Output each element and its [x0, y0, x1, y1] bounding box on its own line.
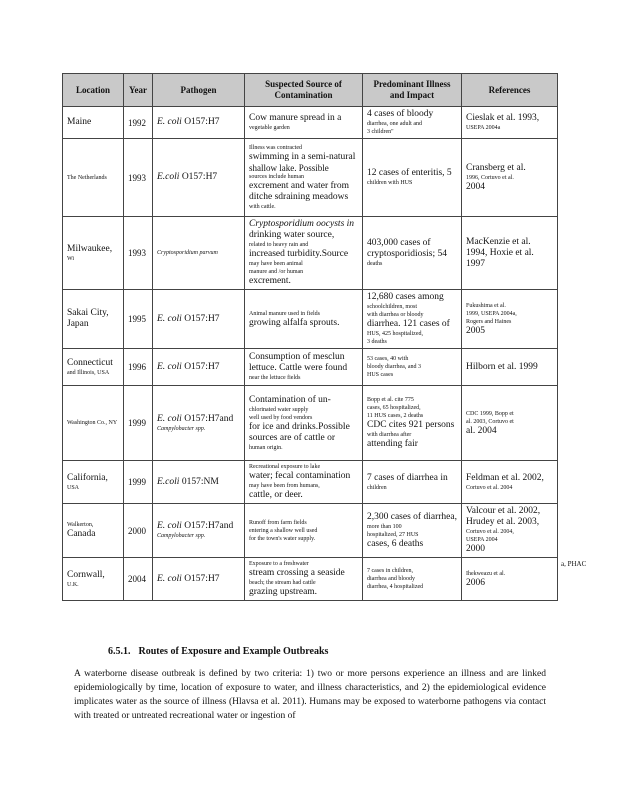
source-line: sources are of cattle or: [249, 432, 335, 443]
source-line: grazing upstream.: [249, 587, 318, 597]
table-row: [63, 107, 558, 139]
reference-line: al. 2004: [466, 425, 497, 436]
pathogen-genus: E. coli: [157, 521, 182, 531]
illness-line: cases, 6 deaths: [367, 538, 424, 549]
cell-references: [462, 217, 558, 290]
source-line: for the town's water supply.: [249, 535, 316, 542]
illness-line: cryptosporidiosis; 54: [367, 249, 447, 259]
reference-line: 2000: [466, 544, 485, 554]
pathogen-line: [157, 414, 240, 425]
reference-line: Fukushima et al.: [466, 302, 506, 309]
reference-line: 1994, Hoxie et al.: [466, 247, 534, 258]
cell-references: [462, 139, 558, 217]
illness-line: hospitalized, 27 HUS: [367, 531, 419, 538]
table-row: [63, 349, 558, 386]
section-heading: [108, 646, 328, 657]
illness-line: diarrhea. 121 cases of: [367, 319, 450, 329]
source-line: Cow manure spread in a: [249, 113, 342, 123]
cell-year: 2004: [124, 558, 153, 601]
location-detail: USA: [67, 484, 80, 491]
pathogen-strain: O157:H7: [181, 573, 220, 584]
source-line: excrement and water from: [249, 181, 349, 191]
location-name: Sakai City,: [67, 308, 109, 318]
source-line: entering a shallow well used: [249, 527, 318, 534]
pathogen-strain: O157:H7and: [181, 521, 234, 531]
source-line: manure and /or human: [249, 269, 304, 275]
reference-line: MacKenzie et al.: [466, 236, 531, 247]
reference-line: 1996, Cortuvo et al.: [466, 174, 514, 181]
cell-references: [462, 349, 558, 386]
source-line: vegetable garden: [249, 125, 290, 131]
location-detail: Washington Co., NY: [67, 420, 118, 426]
cell-pathogen: [153, 461, 245, 504]
pathogen-strain: 0157:NM: [179, 476, 219, 487]
source-line: may have been animal: [249, 261, 303, 267]
pathogen-species: spp.: [194, 425, 206, 432]
cell-location: [63, 504, 124, 558]
pathogen-strain: O157:H7: [181, 361, 220, 372]
cell-illness: [363, 558, 462, 601]
cell-location: [63, 217, 124, 290]
table-body: [63, 107, 558, 601]
header-year: Year: [124, 74, 153, 107]
cell-illness: [363, 107, 462, 139]
cell-references: [462, 461, 558, 504]
cell-location: [63, 290, 124, 349]
source-line: well used by food vendors: [249, 414, 313, 421]
source-line: Consumption of mesclun: [249, 352, 345, 362]
pathogen-genus: E.coli: [157, 476, 180, 487]
source-line: Runoff from farm fields: [249, 519, 307, 526]
pathogen-line: [157, 117, 240, 128]
cell-illness: [363, 386, 462, 461]
illness-line: HUS cases: [367, 372, 394, 378]
table-row: [63, 461, 558, 504]
illness-line: children: [367, 484, 387, 491]
table-row: [63, 217, 558, 290]
illness-line: with diarrhea after: [367, 432, 412, 438]
location-detail: Walkerton,: [67, 522, 94, 528]
source-line: beach; the stream had cattle: [249, 580, 316, 586]
source-line: Illness was contracted: [249, 145, 302, 151]
pathogen-line: [157, 574, 240, 585]
header-illness: Predominant Illness and Impact: [363, 74, 462, 107]
location-detail: The Netherlands: [67, 174, 107, 181]
cell-location: [63, 139, 124, 217]
source-line: with cattle.: [249, 204, 276, 210]
cell-source: [245, 290, 363, 349]
pathogen-line: [157, 249, 240, 257]
cell-illness: [363, 504, 462, 558]
source-line: sources include human: [249, 174, 304, 180]
illness-line: schoolchildren, most: [367, 304, 417, 310]
cell-year: 1992: [124, 107, 153, 139]
cell-references: [462, 107, 558, 139]
source-line: growing alfalfa sprouts.: [249, 317, 340, 328]
section-title: Routes of Exposure and Example Outbreaks: [138, 646, 329, 657]
pathogen-genus: E. coli: [157, 313, 182, 324]
cell-year: 1996: [124, 349, 153, 386]
pathogen-strain: O157:H7: [181, 117, 220, 127]
source-line: Recreational exposure to lake: [249, 464, 321, 470]
location-detail: and Illinois, USA: [67, 369, 110, 376]
reference-line: USEPA 2004: [466, 537, 498, 543]
reference-line: Cieslak et al. 1993,: [466, 113, 540, 123]
cell-source: [245, 504, 363, 558]
pathogen-genus: Campylobacter: [157, 425, 194, 432]
illness-line: 3 children": [367, 129, 394, 135]
reference-line: Rogers and Haines: [466, 318, 512, 325]
cell-references: [462, 504, 558, 558]
illness-line: 11 HUS cases, 2 deaths: [367, 413, 424, 419]
source-line: stream crossing a seaside: [249, 568, 345, 578]
reference-line: 2006: [466, 577, 485, 588]
source-line: lettuce. Cattle were found: [249, 363, 348, 373]
source-line: Cryptosporidium oocysts in: [249, 219, 355, 229]
location-country: Japan: [67, 319, 89, 329]
pathogen-genus: E. coli: [157, 413, 182, 424]
illness-line: cases, 65 hospitalized,: [367, 405, 421, 411]
illness-line: children with HUS: [367, 180, 413, 186]
pathogen-line: [157, 521, 240, 532]
cell-pathogen: [153, 558, 245, 601]
pathogen-species: spp.: [194, 533, 206, 539]
cell-pathogen: [153, 290, 245, 349]
cell-pathogen: [153, 504, 245, 558]
cell-location: [63, 107, 124, 139]
reference-line: 1997: [466, 258, 485, 269]
cell-year: 1995: [124, 290, 153, 349]
reference-line: Valcour et al. 2002,: [466, 506, 541, 516]
illness-line: 12 cases of enteritis, 5: [367, 168, 452, 178]
reference-line: 2004: [466, 181, 485, 192]
reference-line: 1999, USEPA 2004a,: [466, 310, 517, 317]
cell-location: [63, 349, 124, 386]
source-line: cattle, or deer.: [249, 490, 303, 500]
pathogen-genus: E.coli: [157, 172, 180, 182]
source-line: swimming in a semi-natural: [249, 152, 356, 162]
pathogen-line: [157, 425, 240, 433]
cell-source: [245, 349, 363, 386]
pathogen-strain: O157:H7and: [181, 413, 234, 424]
cell-illness: [363, 139, 462, 217]
cell-source: [245, 461, 363, 504]
cell-references: [462, 558, 558, 601]
illness-line: Bopp et al. cite 775: [367, 397, 414, 403]
pathogen-genus: E. coli: [157, 573, 182, 584]
cell-illness: [363, 290, 462, 349]
table-header-row: [63, 74, 558, 107]
source-line: water; fecal contamination: [249, 471, 351, 481]
location-name: Maine: [67, 117, 92, 127]
illness-line: attending fair: [367, 439, 418, 449]
cell-illness: [363, 461, 462, 504]
header-references: References: [462, 74, 558, 107]
pathogen-strain: O157:H7: [179, 172, 218, 182]
source-line: near the lettuce fields: [249, 375, 301, 381]
pathogen-line: [157, 477, 240, 488]
table-row: [63, 139, 558, 217]
pathogen-genus: Cryptosporidium parvum: [157, 250, 218, 256]
reference-line: Cransberg et al.: [466, 162, 526, 173]
pathogen-strain: O157:H7: [181, 313, 220, 324]
reference-line: Feldman et al. 2002,: [466, 472, 544, 483]
illness-line: diarrhea, 4 hospitalized: [367, 584, 424, 590]
illness-line: 53 cases, 40 with: [367, 356, 409, 362]
cell-references: [462, 290, 558, 349]
cell-pathogen: [153, 386, 245, 461]
pathogen-line: [157, 314, 240, 325]
source-line: drinking water source,: [249, 230, 335, 240]
margin-note: a, PHAC: [561, 560, 587, 568]
cell-pathogen: [153, 349, 245, 386]
illness-line: HUS, 425 hospitalized,: [367, 331, 423, 337]
pathogen-line: [157, 362, 240, 373]
illness-line: 403,000 cases of: [367, 238, 431, 248]
illness-line: 7 cases of diarrhea in: [367, 472, 448, 483]
illness-line: diarrhea and bloody: [367, 576, 415, 582]
location-name: California,: [67, 472, 108, 483]
cell-pathogen: [153, 139, 245, 217]
illness-line: 7 cases in children,: [367, 568, 413, 574]
source-line: ditche sdraining meadows: [249, 192, 349, 202]
outbreak-table: [62, 73, 558, 601]
illness-line: bloody diarrhea, and 3: [367, 364, 421, 370]
cell-year: 1999: [124, 386, 153, 461]
cell-pathogen: [153, 107, 245, 139]
reference-line: CDC 1999, Bopp et: [466, 410, 514, 417]
cell-pathogen: [153, 217, 245, 290]
source-line: chlorinated water supply: [249, 406, 309, 413]
reference-line: Cortuvo et al. 2004,: [466, 529, 514, 535]
table-row: [63, 290, 558, 349]
illness-line: 4 cases of bloody: [367, 109, 434, 119]
pathogen-line: [157, 172, 240, 183]
source-line: for ice and drinks.Possible: [249, 421, 350, 432]
reference-line: Hilborn et al. 1999: [466, 361, 538, 372]
illness-line: deaths: [367, 261, 383, 267]
location-detail: Wi: [67, 255, 75, 262]
reference-line: Hrudey et al. 2003,: [466, 517, 540, 527]
illness-line: CDC cites 921 persons: [367, 420, 455, 430]
header-location: Location: [63, 74, 124, 107]
reference-line: USEPA 2004a: [466, 125, 501, 131]
cell-year: 1999: [124, 461, 153, 504]
table-row: [63, 504, 558, 558]
cell-source: [245, 386, 363, 461]
illness-line: with diarrhea or bloody: [367, 312, 424, 318]
illness-line: 3 deaths: [367, 339, 387, 345]
source-line: excrement.: [249, 276, 291, 286]
reference-line: 2005: [466, 325, 485, 336]
illness-line: 12,680 cases among: [367, 292, 444, 302]
table-row: [63, 558, 558, 601]
illness-line: 2,300 cases of diarrhea,: [367, 511, 457, 522]
body-paragraph: A waterborne disease outbreak is defined by two criteria: 1) two or more persons experience an illness and are linked epidemiologically by time, location of exposure to water, and illness characteristics, and 2) the epidemiological evidence implicates water as the source of illness (Hlavsa et al. 2011). Humans may be exposed to waterborne pathogens via contact with treated or untreated recreational water or ingestion of: [74, 669, 546, 721]
source-line: Contamination of un-: [249, 394, 331, 405]
reference-line: Cortuvo et al. 2004: [466, 484, 513, 491]
header-pathogen: Pathogen: [153, 74, 245, 107]
illness-line: diarrhea, one adult and: [367, 121, 422, 127]
source-line: Exposure to a freshwater: [249, 561, 309, 567]
location-country: Canada: [67, 529, 96, 539]
pathogen-line: [157, 532, 240, 540]
cell-year: 1993: [124, 139, 153, 217]
table-row: [63, 386, 558, 461]
cell-year: 1993: [124, 217, 153, 290]
cell-illness: [363, 217, 462, 290]
cell-source: [245, 107, 363, 139]
header-source: Suspected Source of Contamination: [245, 74, 363, 107]
illness-line: more than 100: [367, 523, 402, 530]
location-detail: U.K.: [67, 581, 79, 588]
source-line: shallow lake. Possible: [249, 163, 329, 173]
cell-year: 2000: [124, 504, 153, 558]
cell-source: [245, 217, 363, 290]
cell-location: [63, 461, 124, 504]
location-name: Connecticut: [67, 357, 113, 368]
reference-line: Ihekweazu et al.: [466, 570, 506, 577]
cell-source: [245, 139, 363, 217]
location-name: Cornwall,: [67, 569, 105, 580]
cell-location: [63, 558, 124, 601]
source-line: increased turbidity.Source: [249, 249, 349, 259]
source-line: related to heavy rain and: [249, 242, 309, 248]
source-line: may have been from humans,: [249, 483, 320, 489]
pathogen-genus: E. coli: [157, 117, 182, 127]
cell-source: [245, 558, 363, 601]
cell-references: [462, 386, 558, 461]
location-name: Milwaukee,: [67, 243, 113, 254]
pathogen-genus: Campylobacter: [157, 533, 194, 539]
cell-location: [63, 386, 124, 461]
section-number: 6.5.1.: [108, 646, 131, 657]
pathogen-genus: E. coli: [157, 361, 182, 372]
source-line: Animal manure used in fields: [249, 310, 320, 317]
reference-line: al. 2003, Cortuvo et: [466, 418, 514, 425]
source-line: human origin.: [249, 444, 283, 451]
cell-illness: [363, 349, 462, 386]
